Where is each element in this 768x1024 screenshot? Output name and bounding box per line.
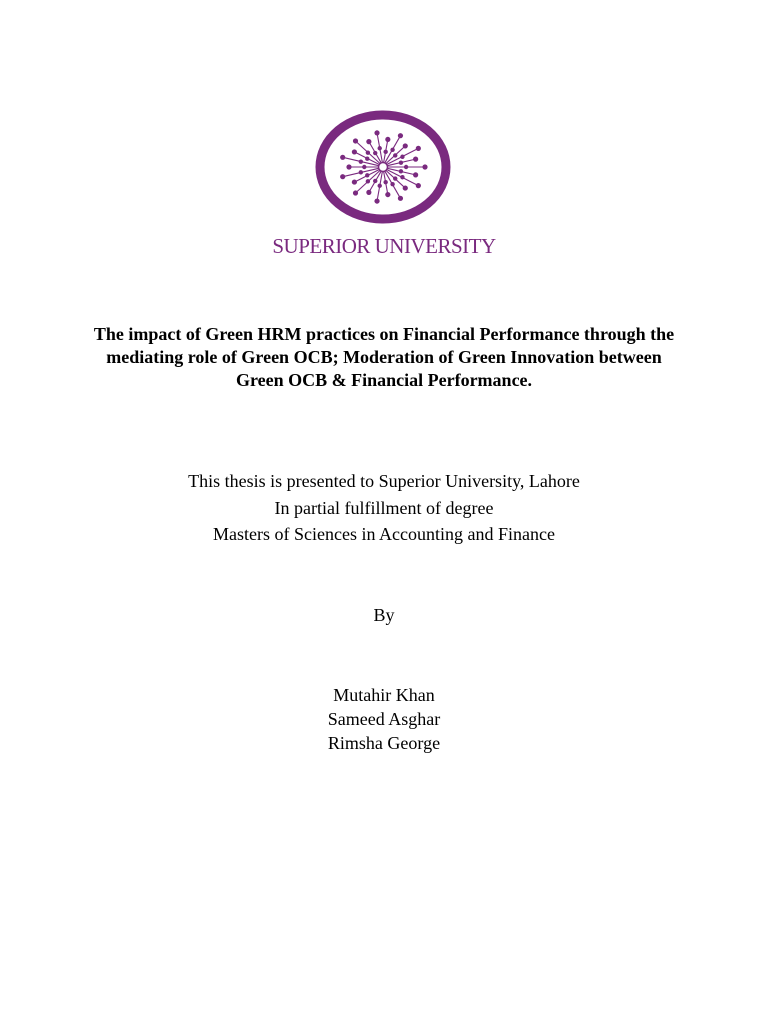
thesis-title-line: mediating role of Green OCB; Moderation of Green Innovation between — [106, 347, 662, 367]
presentation-line: In partial fulfillment of degree — [274, 497, 494, 518]
author-name: Sameed Asghar — [327, 709, 441, 729]
author-list — [0, 683, 768, 755]
university-name: SUPERIOR UNIVERSITY — [272, 234, 496, 258]
by-label: By — [373, 605, 395, 625]
thesis-title-line: The impact of Green HRM practices on Financial Performance through the — [93, 324, 675, 344]
author-name: Mutahir Khan — [333, 685, 435, 705]
presentation-line: Masters of Sciences in Accounting and Finance — [213, 524, 555, 544]
author-name: Rimsha George — [327, 733, 441, 753]
thesis-title-line: Green OCB & Financial Performance. — [235, 370, 533, 390]
university-logo-icon — [314, 110, 452, 224]
presentation-line: This thesis is presented to Superior University, Lahore — [188, 471, 580, 491]
thesis-title — [40, 323, 728, 392]
presentation-statement — [0, 468, 768, 548]
